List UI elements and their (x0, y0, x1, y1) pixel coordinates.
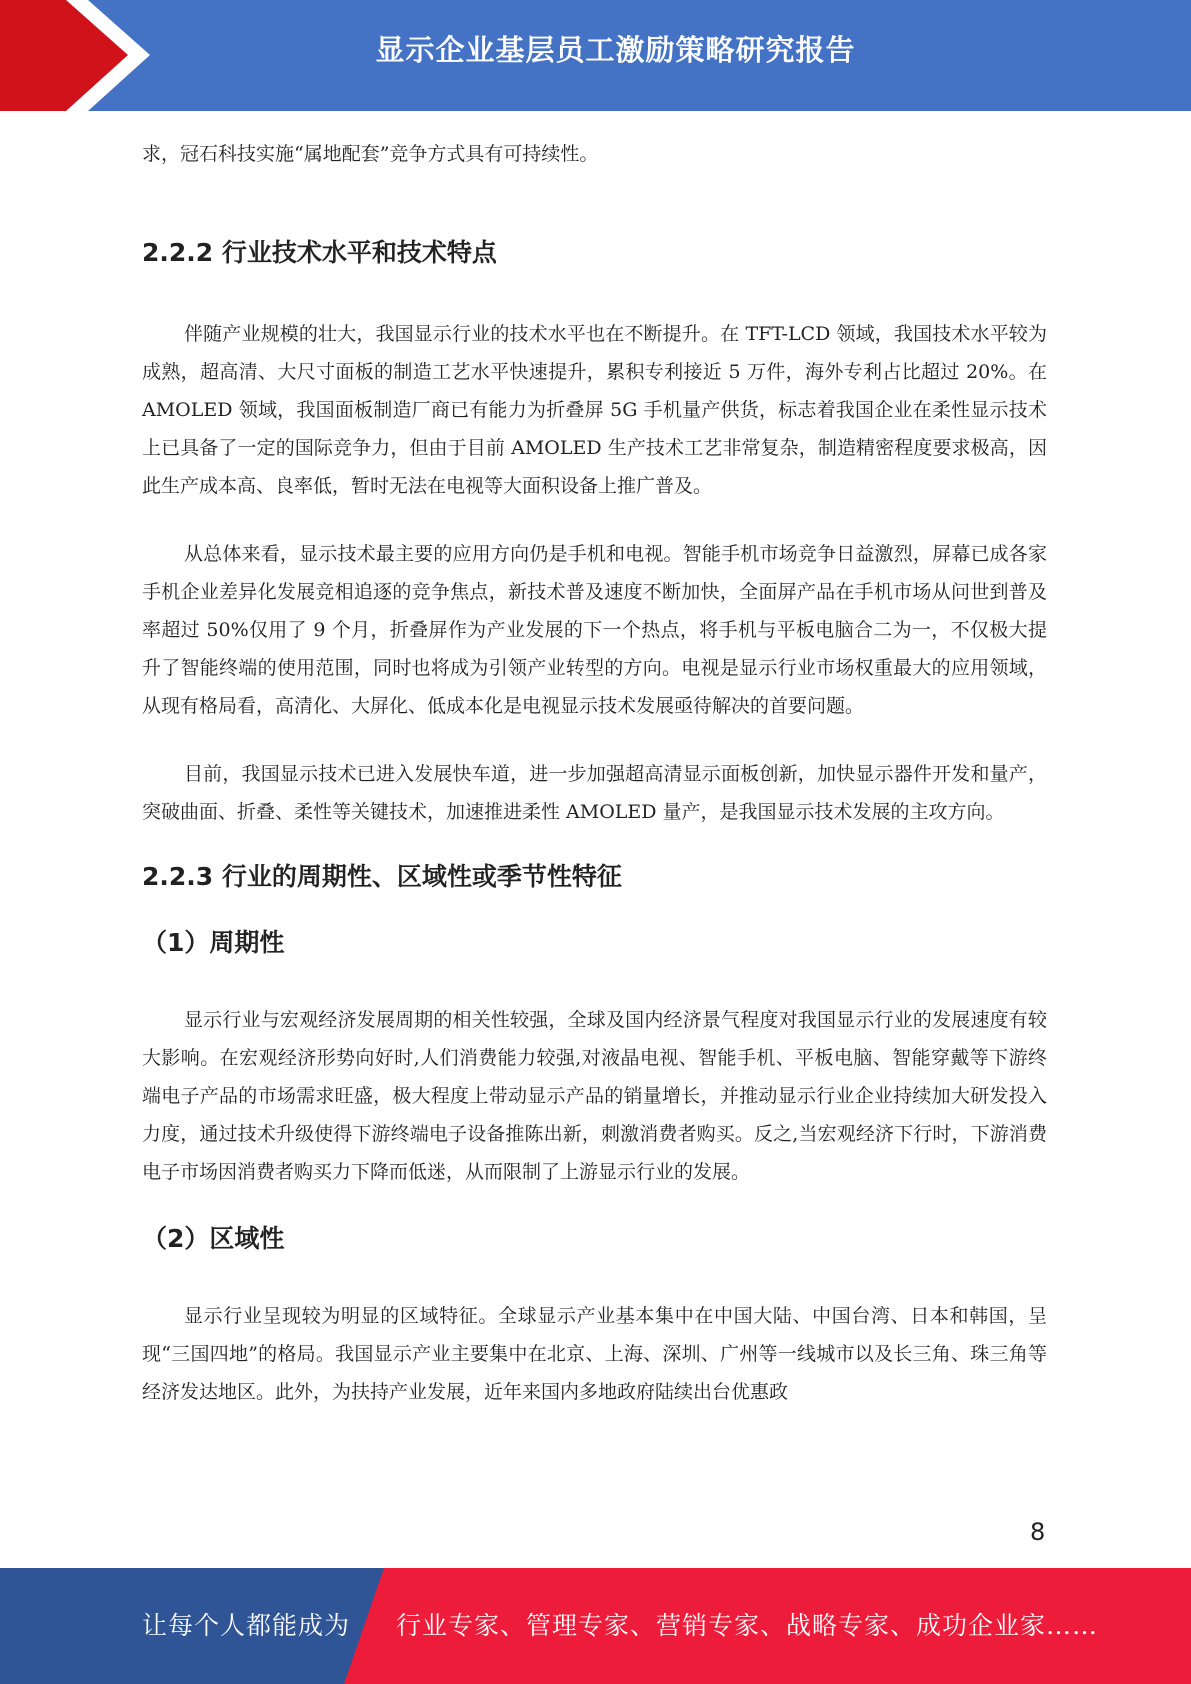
page-header (0, 0, 1191, 111)
page-footer (0, 1568, 1191, 1684)
paragraph-cyclicality: 显示行业与宏观经济发展周期的相关性较强，全球及国内经济景气程度对我国显示行业的发展速度有较大影响。在宏观经济形势向好时,人们消费能力较强,对液晶电视、智能手机、平板电脑、智能穿戴等下游终端电子产品的市场需求旺盛，极大程度上带动显示产品的销量增长，并推动显示行业企业持续加大研发投入力度，通过技术升级使得下游终端电子设备推陈出新，刺激消费者购买。反之,当宏观经济下行时，下游消费电子市场因消费者购买力下降而低迷，从而限制了上游显示行业的发展。 (142, 1009, 1047, 1183)
header-title: 显示企业基层员工激励策略研究报告 (375, 33, 856, 67)
section-heading-2-2-3: 2.2.3 行业的周期性、区域性或季节性特征 (142, 862, 622, 891)
paragraph-direction: 目前，我国显示技术已进入发展快车道，进一步加强超高清显示面板创新，加快显示器件开发和量产，突破曲面、折叠、柔性等关键技术，加速推进柔性 AMOLED 量产，是我国显示技术发展的主攻方向。 (142, 763, 1047, 823)
report-content (142, 130, 1047, 1411)
footer-slogan-right: 行业专家、管理专家、营销专家、战略专家、成功企业家…… (396, 1611, 1099, 1640)
subheading-regionality: （2）区域性 (142, 1224, 285, 1253)
paragraph-continuation: 求，冠石科技实施“属地配套”竞争方式具有可持续性。 (142, 143, 599, 165)
page-number: 8 (1030, 1518, 1046, 1546)
section-heading-2-2-2: 2.2.2 行业技术水平和技术特点 (142, 238, 497, 267)
footer-slogan-left: 让每个人都能成为 (142, 1611, 351, 1640)
subheading-cyclicality: （1）周期性 (142, 928, 285, 957)
paragraph-regionality: 显示行业呈现较为明显的区域特征。全球显示产业基本集中在中国大陆、中国台湾、日本和韩国，呈现“三国四地”的格局。我国显示产业主要集中在北京、上海、深圳、广州等一线城市以及长三角、珠三角等经济发达地区。此外，为扶持产业发展，近年来国内多地政府陆续出台优惠政 (142, 1305, 1047, 1403)
paragraph-tech-level: 伴随产业规模的壮大，我国显示行业的技术水平也在不断提升。在 TFT-LCD 领域，我国技术水平较为成熟，超高清、大尺寸面板的制造工艺水平快速提升，累积专利接近 5 万件，海外专利占比超过 20%。在 AMOLED 领域，我国面板制造厂商已有能力为折叠屏 5G 手机量产供货，标志着我国企业在柔性显示技术上已具备了一定的国际竞争力，但由于目前 AMOLED 生产技术工艺非常复杂，制造精密程度要求极高，因此生产成本高、良率低，暂时无法在电视等大面积设备上推广普及。 (142, 323, 1047, 497)
paragraph-application: 从总体来看，显示技术最主要的应用方向仍是手机和电视。智能手机市场竞争日益激烈，屏幕已成各家手机企业差异化发展竞相追逐的竞争焦点，新技术普及速度不断加快，全面屏产品在手机市场从问世到普及率超过 50%仅用了 9 个月，折叠屏作为产业发展的下一个热点，将手机与平板电脑合二为一，不仅极大提升了智能终端的使用范围，同时也将成为引领产业转型的方向。电视是显示行业市场权重最大的应用领域，从现有格局看，高清化、大屏化、低成本化是电视显示技术发展亟待解决的首要问题。 (142, 543, 1047, 717)
